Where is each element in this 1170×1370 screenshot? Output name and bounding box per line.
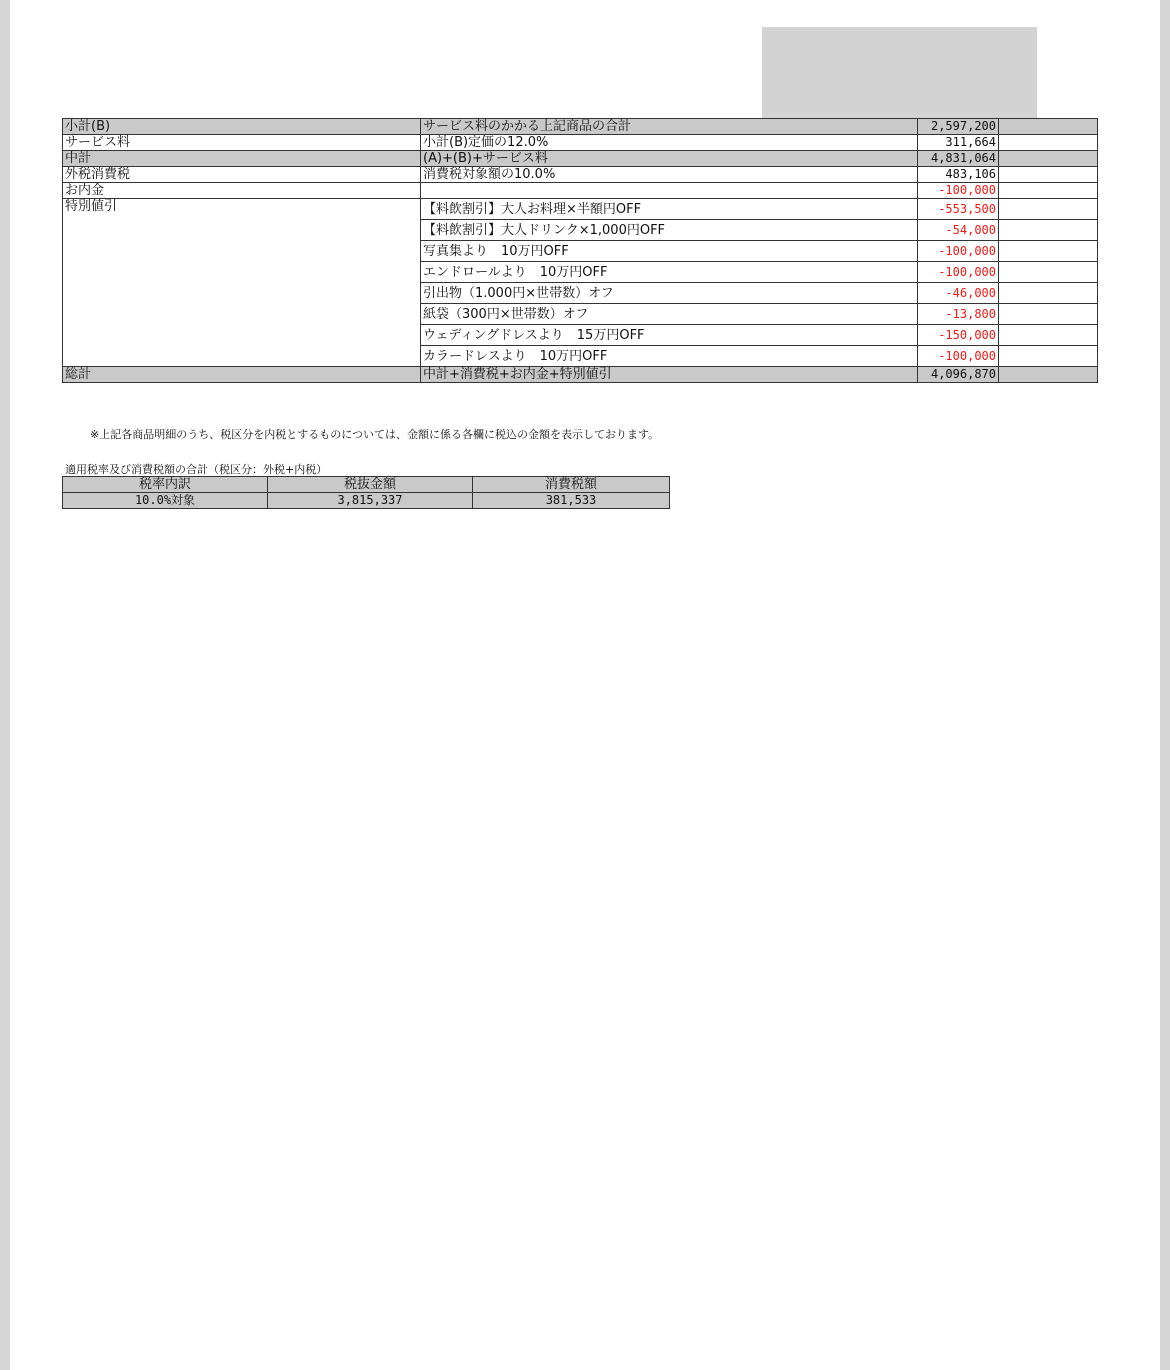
total-amount: 4,096,870 [918,367,999,383]
row-extra [999,346,1098,367]
tax-header-rate: 税率内訳 [63,477,268,493]
discount-label: 特別値引 [63,199,421,367]
redacted-area [762,27,1037,118]
summary-row-deposit [63,183,1098,199]
row-extra [999,135,1098,151]
row-amount: 2,597,200 [918,119,999,135]
discount-amount: -46,000 [918,283,999,304]
row-amount: 483,106 [918,167,999,183]
tax-note: ※上記各商品明細のうち、税区分を内税とするものについては、金額に係る各欄に税込の金額を表示しております。 [90,428,660,441]
row-label: お内金 [63,183,421,199]
row-label: サービス料 [63,135,421,151]
row-extra [999,304,1098,325]
tax-amount: 381,533 [473,493,670,509]
summary-row-external-tax [63,167,1098,183]
discount-description: 紙袋（300円×世帯数）オフ [421,304,918,325]
row-description: 消費税対象額の10.0% [421,167,918,183]
discount-description: エンドロールより 10万円OFF [421,262,918,283]
summary-row-subtotal-b [63,119,1098,135]
row-label: 中計 [63,151,421,167]
discount-amount: -553,500 [918,199,999,220]
summary-row-service-fee [63,135,1098,151]
row-label: 小計(B) [63,119,421,135]
row-extra [999,367,1098,383]
total-label: 総計 [63,367,421,383]
tax-value-row [63,493,670,509]
total-description: 中計+消費税+お内金+特別値引 [421,367,918,383]
row-description: (A)+(B)+サービス料 [421,151,918,167]
discount-description: 引出物（1.000円×世帯数）オフ [421,283,918,304]
discount-description: カラードレスより 10万円OFF [421,346,918,367]
tax-pretax-amount: 3,815,337 [268,493,473,509]
discount-description: 写真集より 10万円OFF [421,241,918,262]
tax-rate: 10.0%対象 [63,493,268,509]
row-extra [999,199,1098,220]
row-description [421,183,918,199]
discount-amount: -150,000 [918,325,999,346]
discount-description: 【料飲割引】大人お料理×半額円OFF [421,199,918,220]
tax-summary-table [62,476,670,509]
summary-table [62,118,1098,383]
row-extra [999,262,1098,283]
row-description: サービス料のかかる上記商品の合計 [421,119,918,135]
row-extra [999,241,1098,262]
row-extra [999,283,1098,304]
row-extra [999,167,1098,183]
row-amount: 4,831,064 [918,151,999,167]
document-page [10,0,1160,1370]
row-amount: 311,664 [918,135,999,151]
discount-row [63,199,1098,220]
tax-header-row [63,477,670,493]
row-extra [999,183,1098,199]
discount-amount: -13,800 [918,304,999,325]
discount-amount: -100,000 [918,346,999,367]
row-extra [999,325,1098,346]
tax-header-tax: 消費税額 [473,477,670,493]
discount-amount: -100,000 [918,262,999,283]
discount-description: ウェディングドレスより 15万円OFF [421,325,918,346]
row-extra [999,119,1098,135]
row-label: 外税消費税 [63,167,421,183]
row-description: 小計(B)定価の12.0% [421,135,918,151]
row-extra [999,220,1098,241]
summary-row-middle-total [63,151,1098,167]
discount-amount: -100,000 [918,241,999,262]
discount-description: 【料飲割引】大人ドリンク×1,000円OFF [421,220,918,241]
tax-header-pretax: 税抜金額 [268,477,473,493]
discount-amount: -54,000 [918,220,999,241]
summary-row-grand-total [63,367,1098,383]
row-extra [999,151,1098,167]
row-amount: -100,000 [918,183,999,199]
tax-summary-caption: 適用税率及び消費税額の合計（税区分：外税+内税） [65,463,328,476]
